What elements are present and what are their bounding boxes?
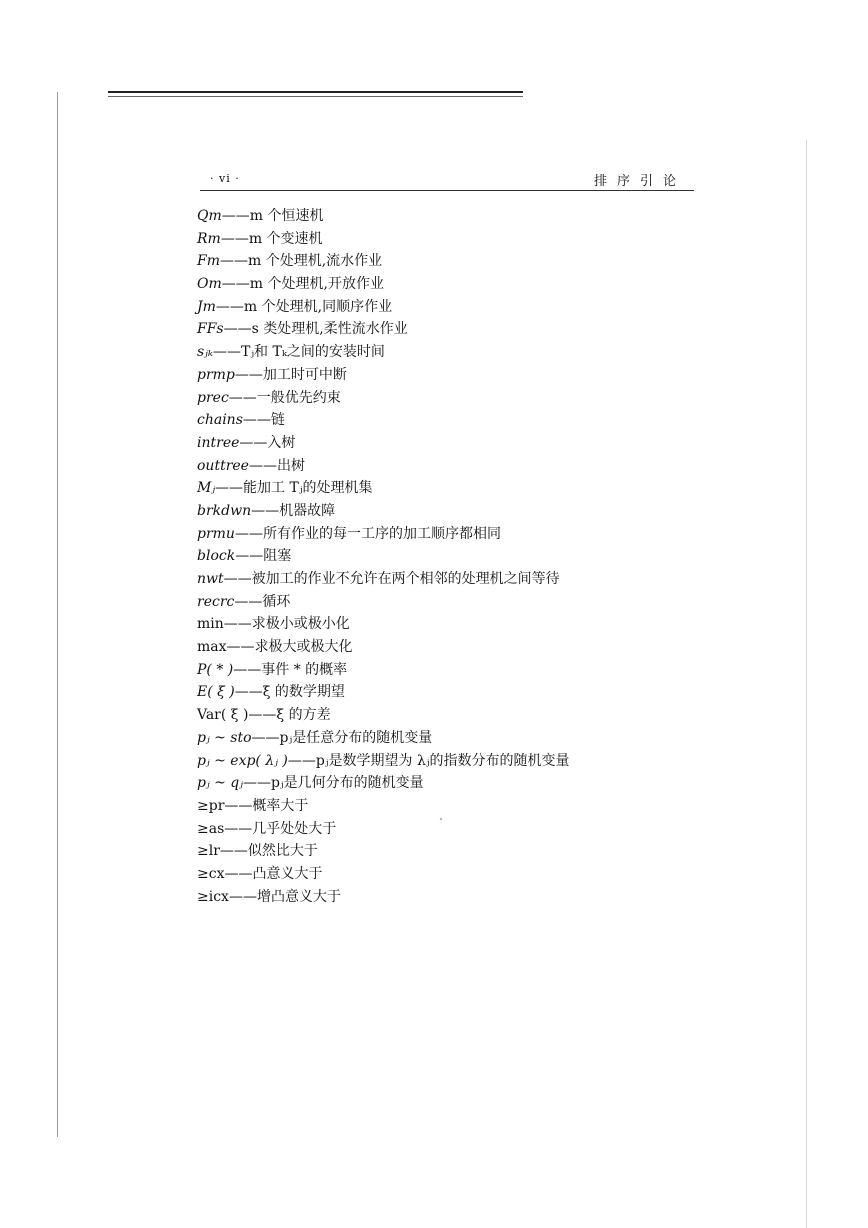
notation-symbol: P( * ) (197, 661, 234, 678)
notation-description: ——出树 (248, 457, 305, 474)
notation-description: ——m 个处理机,流水作业 (220, 253, 383, 270)
notation-entry (197, 681, 570, 704)
notation-symbol: outtree (197, 457, 249, 474)
notation-entry (197, 455, 570, 478)
notation-description: ——似然比大于 (219, 843, 318, 860)
notation-symbol: intree (197, 434, 240, 451)
notation-entry (197, 477, 570, 500)
notation-description: ——机器故障 (251, 502, 336, 519)
notation-symbol: nwt (197, 571, 224, 587)
notation-symbol: block (197, 548, 236, 565)
notation-symbol: E( ξ ) (197, 684, 235, 701)
notation-symbol: pⱼ ~ exp( λⱼ ) (197, 752, 288, 769)
notation-description: ——求极小或极小化 (223, 616, 350, 633)
page-right-edge (806, 140, 807, 1228)
notation-description: ——pⱼ是数学期望为 λⱼ的指数分布的随机变量 (287, 752, 570, 769)
notation-description: ——加工时可中断 (234, 366, 347, 383)
notation-entry (197, 409, 570, 432)
notation-entry (197, 886, 570, 909)
notation-symbol: chains (197, 412, 243, 429)
notation-description: ——m 个处理机,同顺序作业 (215, 298, 393, 315)
notation-symbol: prmu (197, 525, 235, 542)
notation-entry (197, 863, 570, 886)
notation-entry (197, 500, 570, 523)
notation-symbol: prec (197, 389, 229, 406)
notation-entry (197, 364, 570, 387)
notation-description: ——增凸意义大于 (228, 888, 341, 905)
notation-entry (197, 341, 570, 364)
notation-description: ——入树 (239, 434, 296, 451)
notation-entry (197, 840, 570, 863)
notation-symbol: Om (197, 276, 222, 293)
notation-symbol: Rm (197, 230, 221, 247)
notation-symbol: min (197, 616, 224, 633)
notation-description: ——求极大或极大化 (226, 639, 353, 656)
top-rule-thin (108, 96, 523, 97)
notation-symbol: ≥cx (197, 865, 225, 882)
notation-symbol: pⱼ ~ qⱼ (197, 775, 243, 792)
notation-description: ——s 类处理机,柔性流水作业 (223, 321, 408, 338)
notation-entry (197, 727, 570, 750)
notation-entry (197, 568, 570, 591)
notation-symbol: ≥icx (197, 888, 229, 905)
notation-description: ——ξ 的数学期望 (234, 684, 345, 701)
notation-description: ——m 个恒速机 (221, 208, 324, 224)
notation-description: ——事件 * 的概率 (233, 661, 348, 678)
notation-description: ——凸意义大于 (224, 865, 323, 882)
notation-description: ——几乎处处大于 (224, 820, 337, 837)
notation-entry (197, 636, 570, 659)
notation-entry (197, 523, 570, 546)
notation-entry (197, 613, 570, 636)
notation-description: ——被加工的作业不允许在两个相邻的处理机之间等待 (223, 571, 560, 587)
page-number: · vi · (210, 172, 240, 185)
page-left-edge (57, 92, 58, 1137)
notation-entry (197, 704, 570, 727)
notation-list (197, 205, 570, 908)
notation-description: ——ξ 的方差 (248, 707, 331, 724)
notation-description: ——m 个处理机,开放作业 (221, 276, 384, 293)
notation-description: ——阻塞 (235, 548, 292, 565)
notation-symbol: Mⱼ (197, 480, 216, 497)
notation-symbol: Qm (197, 208, 222, 224)
notation-entry (197, 795, 570, 818)
notation-entry (197, 750, 570, 773)
notation-description: ——一般优先约束 (228, 389, 341, 406)
notation-description: ——pⱼ是任意分布的随机变量 (251, 729, 433, 746)
notation-symbol: ≥as (197, 820, 225, 837)
notation-symbol: max (197, 639, 227, 656)
top-rule (108, 91, 523, 93)
notation-entry (197, 318, 570, 341)
notation-description: ——能加工 Tⱼ的处理机集 (215, 480, 373, 497)
notation-description: ——m 个变速机 (220, 230, 323, 247)
notation-symbol: brkdwn (197, 502, 252, 519)
notation-entry (197, 228, 570, 251)
notation-description: ——所有作业的每一工序的加工顺序都相同 (234, 525, 501, 542)
notation-symbol: ≥lr (197, 843, 220, 860)
notation-symbol: ≥pr (197, 797, 225, 814)
notation-entry (197, 818, 570, 841)
notation-symbol: Jm (197, 298, 216, 315)
notation-symbol: pⱼ ~ sto (197, 729, 252, 746)
notation-symbol: recrc (197, 593, 235, 610)
notation-entry (197, 273, 570, 296)
notation-description: ——循环 (234, 593, 291, 610)
notation-description: ——概率大于 (224, 797, 309, 814)
notation-entry (197, 659, 570, 682)
notation-entry (197, 296, 570, 319)
notation-description: ——pⱼ是几何分布的随机变量 (242, 775, 424, 792)
notation-entry (197, 387, 570, 410)
notation-entry (197, 591, 570, 614)
notation-symbol: prmp (197, 366, 235, 383)
notation-description: ——Tⱼ和 Tₖ之间的安装时间 (213, 344, 385, 361)
notation-symbol: FFs (197, 321, 224, 338)
notation-symbol: sⱼₖ (197, 344, 213, 361)
notation-entry (197, 772, 570, 795)
notation-entry (197, 205, 570, 228)
notation-entry (197, 250, 570, 273)
running-header (200, 170, 694, 191)
notation-entry (197, 432, 570, 455)
chapter-title: 排序引论 (593, 174, 686, 189)
notation-symbol: Fm (197, 253, 220, 270)
notation-description: ——链 (242, 412, 285, 429)
notation-entry (197, 545, 570, 568)
notation-symbol: Var( ξ ) (197, 707, 249, 724)
